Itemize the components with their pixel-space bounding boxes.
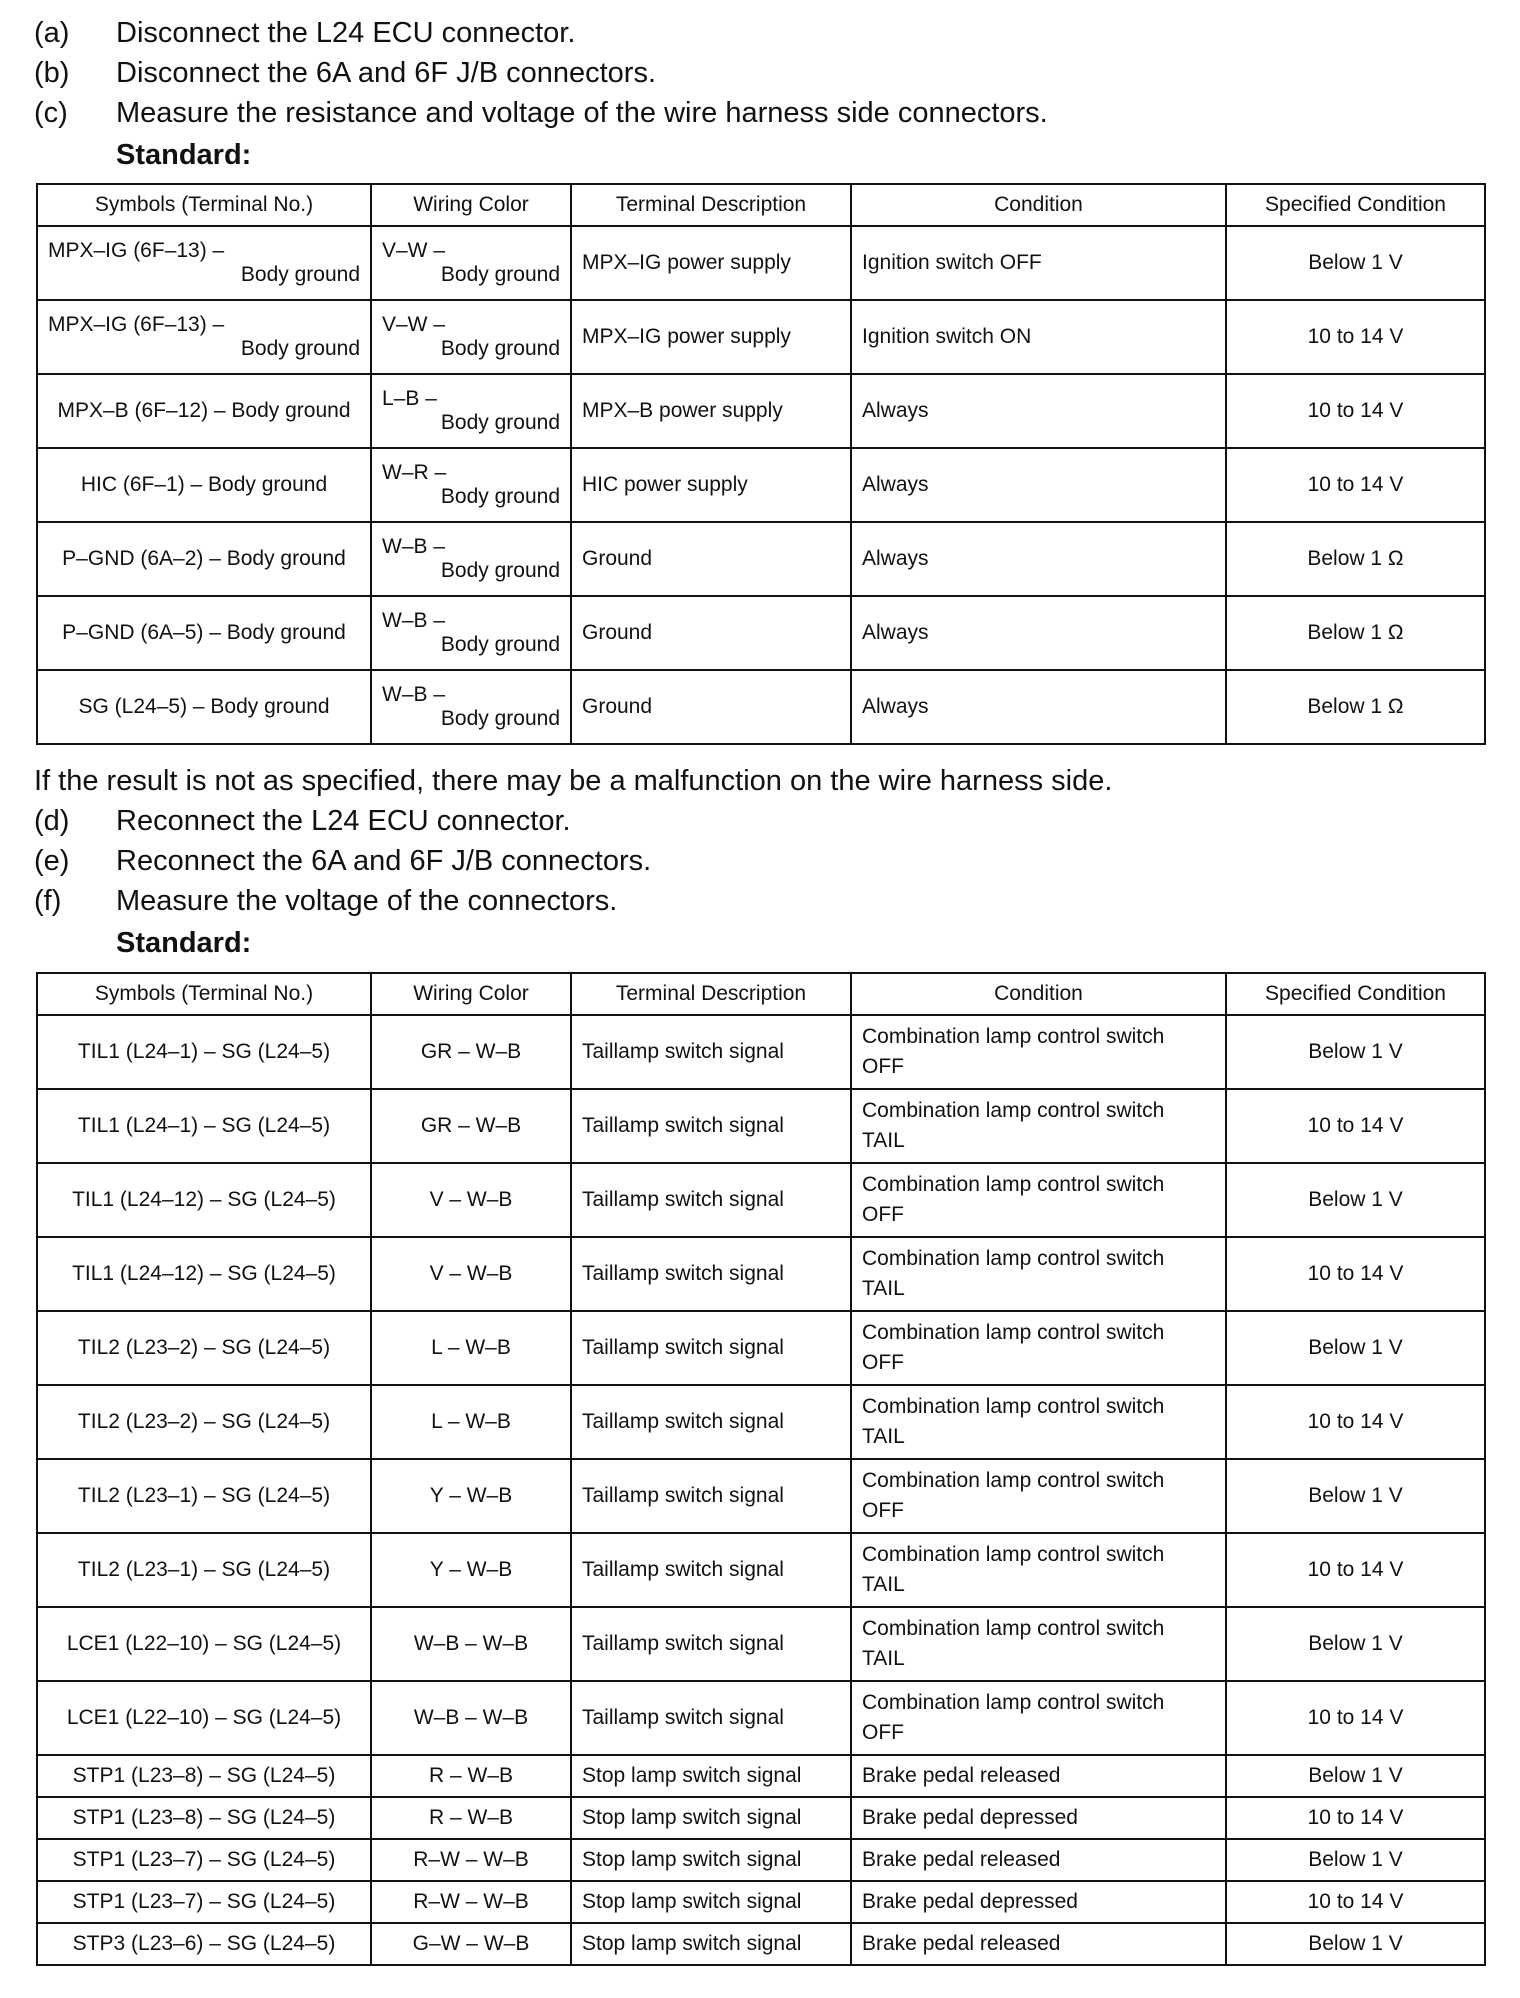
- terminal-description-cell: Stop lamp switch signal: [571, 1797, 851, 1839]
- specified-condition-cell: Below 1 V: [1226, 1163, 1485, 1237]
- wiring-color-cell: [371, 522, 571, 596]
- wiring-color-cell: V – W–B: [371, 1237, 571, 1311]
- terminal-description-cell: MPX–B power supply: [571, 374, 851, 448]
- condition-cell: [851, 1385, 1226, 1459]
- condition-cell: Always: [851, 448, 1226, 522]
- symbol-cell: MPX–B (6F–12) – Body ground: [37, 374, 371, 448]
- table-row: [37, 1237, 1485, 1311]
- wire-line-1: V–W –: [382, 239, 446, 262]
- wiring-color-cell: L – W–B: [371, 1311, 571, 1385]
- condition-cell: Brake pedal released: [851, 1755, 1226, 1797]
- specified-condition-cell: 10 to 14 V: [1226, 300, 1485, 374]
- wiring-color-cell: G–W – W–B: [371, 1923, 571, 1965]
- step-e: [34, 842, 651, 880]
- table-row: [37, 1881, 1485, 1923]
- symbol-cell: STP1 (L23–7) – SG (L24–5): [37, 1881, 371, 1923]
- symbol-cell: STP1 (L23–7) – SG (L24–5): [37, 1839, 371, 1881]
- wiring-color-cell: R – W–B: [371, 1797, 571, 1839]
- condition-line-2: TAIL: [862, 1425, 905, 1448]
- condition-line-1: Combination lamp control switch: [862, 1025, 1165, 1048]
- wire-line-2: Body ground: [440, 485, 560, 508]
- specified-condition-cell: Below 1 V: [1226, 1607, 1485, 1681]
- step-letter: (f): [34, 885, 62, 917]
- terminal-description-cell: Taillamp switch signal: [571, 1015, 851, 1089]
- wiring-color-cell: GR – W–B: [371, 1015, 571, 1089]
- wire-line-2: Body ground: [440, 411, 560, 434]
- table-row: [37, 1839, 1485, 1881]
- step-letter: (d): [34, 805, 70, 837]
- wire-line-1: W–B –: [382, 535, 446, 558]
- wiring-color-cell: [371, 670, 571, 744]
- wire-line-2: Body ground: [440, 337, 560, 360]
- standard-label: Standard:: [116, 927, 252, 959]
- table-row: [37, 596, 1485, 670]
- table-row: [37, 300, 1485, 374]
- wiring-color-cell: [371, 448, 571, 522]
- condition-cell: [851, 1459, 1226, 1533]
- step-text: Reconnect the 6A and 6F J/B connectors.: [116, 845, 652, 877]
- terminal-description-cell: MPX–IG power supply: [571, 226, 851, 300]
- symbol-cell: [37, 300, 371, 374]
- table-row: [37, 1089, 1485, 1163]
- wiring-color-cell: L – W–B: [371, 1385, 571, 1459]
- table-row: [37, 1385, 1485, 1459]
- table-row: [37, 1533, 1485, 1607]
- step-text: Measure the resistance and voltage of the wire harness side connectors.: [116, 97, 1048, 129]
- wire-line-1: W–R –: [382, 461, 447, 484]
- symbol-cell: P–GND (6A–5) – Body ground: [37, 596, 371, 670]
- header-terminal-description: Terminal Description: [571, 973, 851, 1015]
- condition-cell: Brake pedal released: [851, 1923, 1226, 1965]
- terminal-description-cell: HIC power supply: [571, 448, 851, 522]
- specified-condition-cell: Below 1 V: [1226, 1311, 1485, 1385]
- terminal-description-cell: Taillamp switch signal: [571, 1237, 851, 1311]
- condition-line-2: TAIL: [862, 1647, 905, 1670]
- step-d: [34, 802, 571, 840]
- symbol-cell: TIL1 (L24–1) – SG (L24–5): [37, 1015, 371, 1089]
- step-letter: (b): [34, 57, 70, 89]
- symbol-cell: HIC (6F–1) – Body ground: [37, 448, 371, 522]
- condition-line-2: TAIL: [862, 1573, 905, 1596]
- header-symbols: Symbols (Terminal No.): [37, 184, 371, 226]
- condition-line-1: Combination lamp control switch: [862, 1247, 1165, 1270]
- condition-line-1: Combination lamp control switch: [862, 1321, 1165, 1344]
- wire-line-1: W–B –: [382, 683, 446, 706]
- step-c: [34, 94, 1048, 132]
- condition-line-2: OFF: [862, 1499, 904, 1522]
- condition-line-1: Combination lamp control switch: [862, 1395, 1165, 1418]
- specified-condition-cell: Below 1 V: [1226, 1839, 1485, 1881]
- condition-cell: Always: [851, 374, 1226, 448]
- table-row: [37, 1163, 1485, 1237]
- condition-line-2: OFF: [862, 1055, 904, 1078]
- table-row: [37, 670, 1485, 744]
- wiring-color-cell: [371, 596, 571, 670]
- symbol-cell: LCE1 (L22–10) – SG (L24–5): [37, 1607, 371, 1681]
- condition-cell: [851, 1607, 1226, 1681]
- step-text: Disconnect the 6A and 6F J/B connectors.: [116, 57, 657, 89]
- condition-cell: Brake pedal depressed: [851, 1797, 1226, 1839]
- condition-line-1: Combination lamp control switch: [862, 1173, 1165, 1196]
- condition-cell: [851, 1237, 1226, 1311]
- standard-label: Standard:: [116, 139, 252, 171]
- step-f: [34, 882, 617, 920]
- header-specified-condition: Specified Condition: [1226, 184, 1485, 226]
- header-wiring-color: Wiring Color: [371, 184, 571, 226]
- wiring-color-cell: W–B – W–B: [371, 1607, 571, 1681]
- wiring-color-cell: GR – W–B: [371, 1089, 571, 1163]
- specified-condition-cell: Below 1 Ω: [1226, 670, 1485, 744]
- condition-line-1: Combination lamp control switch: [862, 1691, 1165, 1714]
- wiring-color-cell: [371, 374, 571, 448]
- wiring-color-cell: [371, 226, 571, 300]
- terminal-description-cell: Stop lamp switch signal: [571, 1923, 851, 1965]
- condition-cell: [851, 1533, 1226, 1607]
- condition-cell: Brake pedal released: [851, 1839, 1226, 1881]
- wiring-color-cell: R–W – W–B: [371, 1881, 571, 1923]
- terminal-description-cell: Stop lamp switch signal: [571, 1755, 851, 1797]
- condition-cell: Always: [851, 596, 1226, 670]
- symbol-cell: TIL1 (L24–12) – SG (L24–5): [37, 1163, 371, 1237]
- table-header-row: [37, 184, 1485, 226]
- symbol-line-2: Body ground: [240, 337, 360, 360]
- terminal-description-cell: Ground: [571, 596, 851, 670]
- symbol-cell: TIL1 (L24–12) – SG (L24–5): [37, 1237, 371, 1311]
- header-specified-condition: Specified Condition: [1226, 973, 1485, 1015]
- specified-condition-cell: Below 1 V: [1226, 226, 1485, 300]
- symbol-cell: P–GND (6A–2) – Body ground: [37, 522, 371, 596]
- symbol-cell: STP3 (L23–6) – SG (L24–5): [37, 1923, 371, 1965]
- symbol-cell: STP1 (L23–8) – SG (L24–5): [37, 1797, 371, 1839]
- specified-condition-cell: Below 1 Ω: [1226, 522, 1485, 596]
- condition-cell: Always: [851, 522, 1226, 596]
- terminal-description-cell: Stop lamp switch signal: [571, 1881, 851, 1923]
- terminal-description-cell: MPX–IG power supply: [571, 300, 851, 374]
- step-letter: (e): [34, 845, 70, 877]
- condition-line-2: TAIL: [862, 1277, 905, 1300]
- wire-line-2: Body ground: [440, 559, 560, 582]
- terminal-description-cell: Taillamp switch signal: [571, 1459, 851, 1533]
- table-row: [37, 448, 1485, 522]
- wire-line-1: L–B –: [382, 387, 437, 410]
- specified-condition-cell: 10 to 14 V: [1226, 1797, 1485, 1839]
- terminal-description-cell: Taillamp switch signal: [571, 1385, 851, 1459]
- condition-cell: Brake pedal depressed: [851, 1881, 1226, 1923]
- specified-condition-cell: Below 1 V: [1226, 1459, 1485, 1533]
- specified-condition-cell: Below 1 V: [1226, 1015, 1485, 1089]
- header-wiring-color: Wiring Color: [371, 973, 571, 1015]
- specified-condition-cell: 10 to 14 V: [1226, 1533, 1485, 1607]
- table-header-row: [37, 973, 1485, 1015]
- terminal-description-cell: Taillamp switch signal: [571, 1607, 851, 1681]
- condition-line-1: Combination lamp control switch: [862, 1469, 1165, 1492]
- table-row: [37, 1607, 1485, 1681]
- symbol-cell: TIL2 (L23–1) – SG (L24–5): [37, 1533, 371, 1607]
- specified-condition-cell: 10 to 14 V: [1226, 1881, 1485, 1923]
- condition-line-2: OFF: [862, 1351, 904, 1374]
- wire-line-2: Body ground: [440, 263, 560, 286]
- specified-condition-cell: 10 to 14 V: [1226, 374, 1485, 448]
- symbol-line-2: Body ground: [240, 263, 360, 286]
- header-condition: Condition: [851, 973, 1226, 1015]
- symbol-cell: TIL2 (L23–2) – SG (L24–5): [37, 1385, 371, 1459]
- header-symbols: Symbols (Terminal No.): [37, 973, 371, 1015]
- specified-condition-cell: 10 to 14 V: [1226, 448, 1485, 522]
- connector-voltage-table: [36, 972, 1486, 1966]
- resistance-voltage-table: [36, 183, 1486, 745]
- table-row: [37, 522, 1485, 596]
- table-row: [37, 1015, 1485, 1089]
- wiring-color-cell: R – W–B: [371, 1755, 571, 1797]
- specified-condition-cell: Below 1 Ω: [1226, 596, 1485, 670]
- wiring-color-cell: Y – W–B: [371, 1533, 571, 1607]
- wire-line-2: Body ground: [440, 633, 560, 656]
- symbol-line-1: MPX–IG (6F–13) –: [48, 239, 225, 262]
- condition-cell: Ignition switch OFF: [851, 226, 1226, 300]
- wiring-color-cell: R–W – W–B: [371, 1839, 571, 1881]
- terminal-description-cell: Taillamp switch signal: [571, 1533, 851, 1607]
- symbol-cell: STP1 (L23–8) – SG (L24–5): [37, 1755, 371, 1797]
- condition-cell: [851, 1163, 1226, 1237]
- condition-line-2: TAIL: [862, 1129, 905, 1152]
- terminal-description-cell: Stop lamp switch signal: [571, 1839, 851, 1881]
- symbol-cell: TIL1 (L24–1) – SG (L24–5): [37, 1089, 371, 1163]
- terminal-description-cell: Taillamp switch signal: [571, 1089, 851, 1163]
- specified-condition-cell: 10 to 14 V: [1226, 1089, 1485, 1163]
- wiring-color-cell: [371, 300, 571, 374]
- terminal-description-cell: Ground: [571, 522, 851, 596]
- table-row: [37, 1923, 1485, 1965]
- condition-cell: Always: [851, 670, 1226, 744]
- specified-condition-cell: 10 to 14 V: [1226, 1385, 1485, 1459]
- terminal-description-cell: Taillamp switch signal: [571, 1163, 851, 1237]
- wiring-color-cell: W–B – W–B: [371, 1681, 571, 1755]
- wiring-color-cell: Y – W–B: [371, 1459, 571, 1533]
- step-text: Measure the voltage of the connectors.: [116, 885, 618, 917]
- table-row: [37, 1797, 1485, 1839]
- specified-condition-cell: 10 to 14 V: [1226, 1237, 1485, 1311]
- terminal-description-cell: Taillamp switch signal: [571, 1311, 851, 1385]
- header-terminal-description: Terminal Description: [571, 184, 851, 226]
- symbol-cell: LCE1 (L22–10) – SG (L24–5): [37, 1681, 371, 1755]
- table-row: [37, 374, 1485, 448]
- step-a: [34, 14, 575, 52]
- wire-line-1: V–W –: [382, 313, 446, 336]
- symbol-cell: [37, 226, 371, 300]
- result-note: If the result is not as specified, there may be a malfunction on the wire harness side.: [34, 765, 1113, 797]
- condition-cell: Ignition switch ON: [851, 300, 1226, 374]
- step-letter: (c): [34, 97, 68, 129]
- condition-line-2: OFF: [862, 1721, 904, 1744]
- wire-line-2: Body ground: [440, 707, 560, 730]
- table-row: [37, 1681, 1485, 1755]
- wire-line-1: W–B –: [382, 609, 446, 632]
- table-row: [37, 1755, 1485, 1797]
- wiring-color-cell: V – W–B: [371, 1163, 571, 1237]
- symbol-cell: TIL2 (L23–1) – SG (L24–5): [37, 1459, 371, 1533]
- specified-condition-cell: 10 to 14 V: [1226, 1681, 1485, 1755]
- step-b: [34, 54, 656, 92]
- header-condition: Condition: [851, 184, 1226, 226]
- condition-line-1: Combination lamp control switch: [862, 1099, 1165, 1122]
- condition-cell: [851, 1089, 1226, 1163]
- step-text: Reconnect the L24 ECU connector.: [116, 805, 571, 837]
- step-letter: (a): [34, 17, 70, 49]
- condition-line-2: OFF: [862, 1203, 904, 1226]
- condition-line-1: Combination lamp control switch: [862, 1543, 1165, 1566]
- specified-condition-cell: Below 1 V: [1226, 1923, 1485, 1965]
- table-row: [37, 1459, 1485, 1533]
- terminal-description-cell: Ground: [571, 670, 851, 744]
- condition-line-1: Combination lamp control switch: [862, 1617, 1165, 1640]
- terminal-description-cell: Taillamp switch signal: [571, 1681, 851, 1755]
- symbol-cell: TIL2 (L23–2) – SG (L24–5): [37, 1311, 371, 1385]
- step-text: Disconnect the L24 ECU connector.: [116, 17, 576, 49]
- specified-condition-cell: Below 1 V: [1226, 1755, 1485, 1797]
- symbol-line-1: MPX–IG (6F–13) –: [48, 313, 225, 336]
- table-row: [37, 226, 1485, 300]
- condition-cell: [851, 1015, 1226, 1089]
- condition-cell: [851, 1681, 1226, 1755]
- table-row: [37, 1311, 1485, 1385]
- condition-cell: [851, 1311, 1226, 1385]
- symbol-cell: SG (L24–5) – Body ground: [37, 670, 371, 744]
